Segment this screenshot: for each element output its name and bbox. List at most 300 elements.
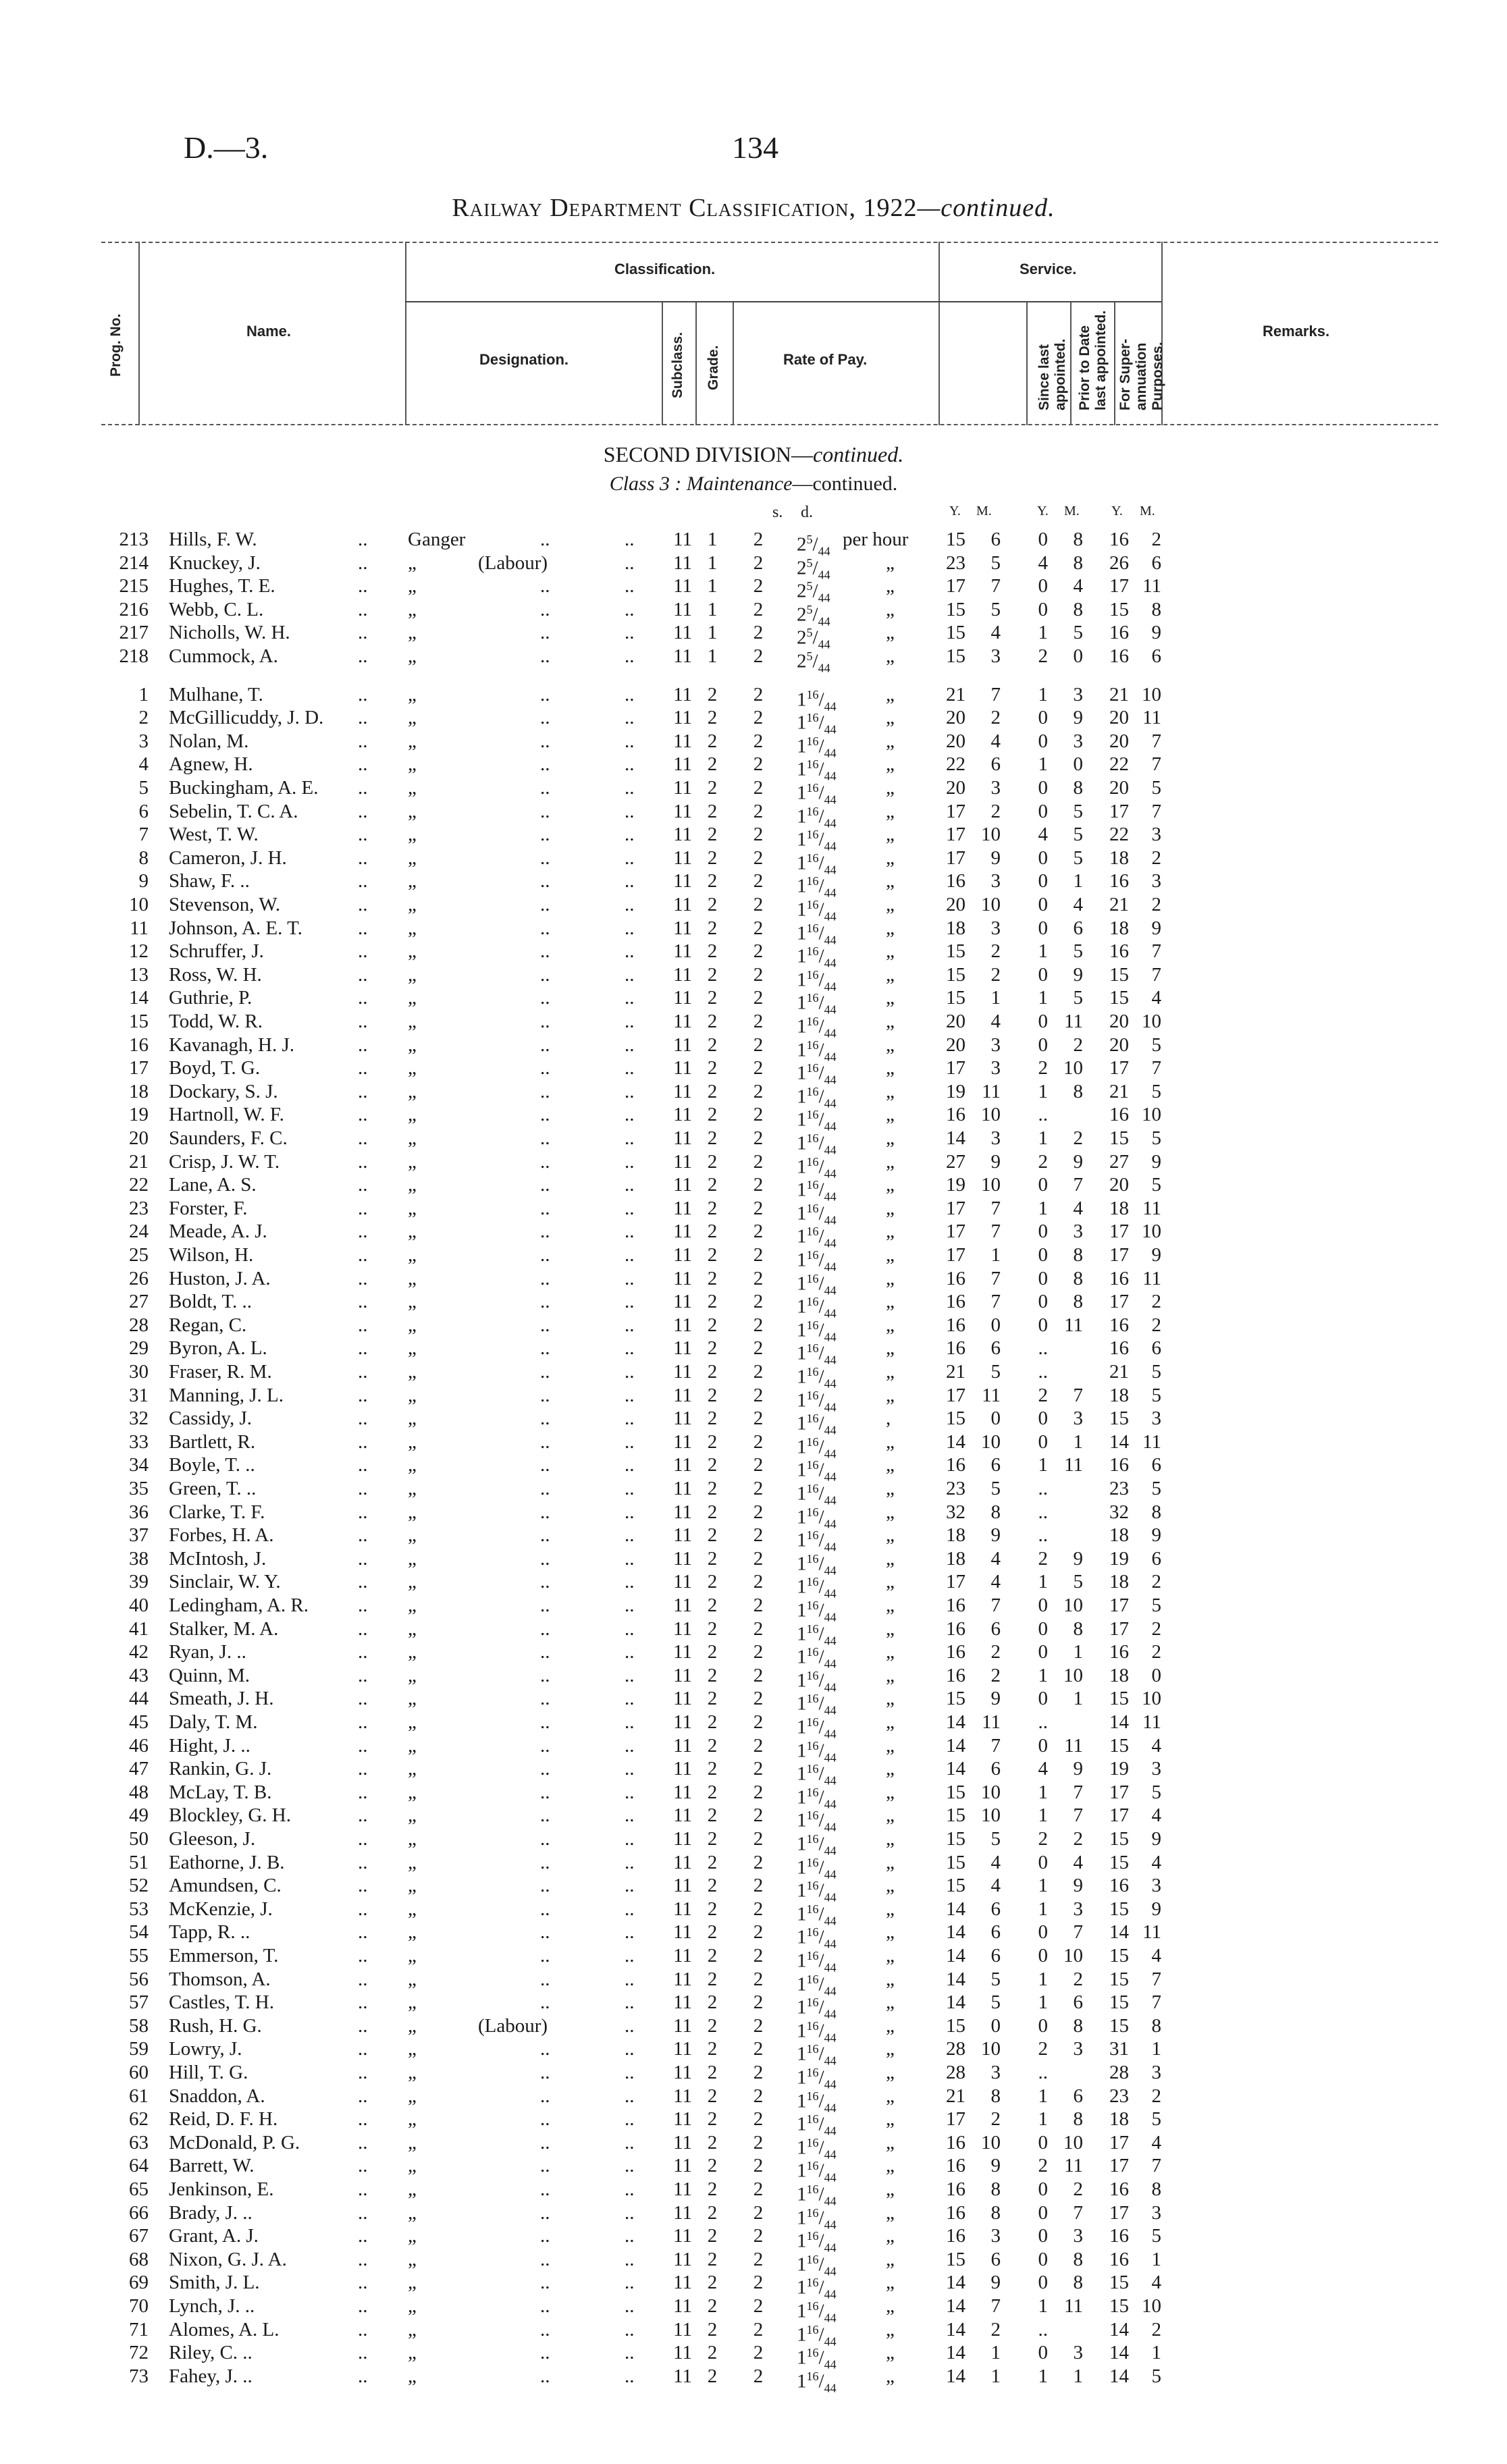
rate-of-pay: $1^{16}/_{44}$ <box>797 1972 837 1998</box>
prog-no: 215 <box>119 575 149 597</box>
designation: „ <box>408 1384 417 1406</box>
class-number: 2 <box>707 1127 718 1149</box>
grade: 2 <box>753 1524 764 1547</box>
super-years: 15 <box>1109 987 1129 1009</box>
employee-name: Alomes, A. L. <box>169 2318 280 2340</box>
employee-name: Cummock, A. <box>169 645 278 667</box>
subclass: 11 <box>673 1688 692 1710</box>
since-months: 6 <box>990 2248 1001 2270</box>
since-months: 3 <box>990 1034 1001 1056</box>
leader-dots: .. <box>540 1174 550 1196</box>
subclass: 11 <box>673 2085 692 2107</box>
designation: „ <box>408 2201 417 2224</box>
since-years: 22 <box>946 753 966 776</box>
leader-dots: .. <box>625 1898 635 1920</box>
prior-years: 0 <box>1038 1034 1048 1056</box>
grade: 2 <box>753 1945 764 1966</box>
leader-dots: .. <box>540 1617 550 1640</box>
prior-months: 9 <box>1073 963 1083 986</box>
leader-dots: .. <box>358 1524 368 1547</box>
section-division: SECOND DIVISION— <box>603 442 814 466</box>
since-months: 7 <box>990 1267 1001 1289</box>
class-number: 2 <box>707 940 718 963</box>
leader-dots: .. <box>540 1688 550 1710</box>
leader-dots: .. <box>625 1384 635 1406</box>
super-years: 15 <box>1109 1408 1129 1430</box>
class-heading <box>0 473 1507 496</box>
grade: 2 <box>753 1454 764 1476</box>
leader-dots: .. <box>540 2131 550 2153</box>
leader-dots: .. <box>540 2365 550 2387</box>
prior-years: 1 <box>1038 1968 1048 1990</box>
designation: „ <box>408 1267 417 1289</box>
since-months: 0 <box>990 1408 1001 1430</box>
super-years: 15 <box>1109 963 1129 986</box>
subclass: 11 <box>673 2108 692 2131</box>
class-number: 2 <box>707 2225 718 2247</box>
designation: „ <box>408 1851 417 1873</box>
leader-dots: .. <box>625 1851 635 1873</box>
class-number: 2 <box>707 1384 718 1406</box>
rate-unit-ditto: „ <box>886 1758 895 1780</box>
divider <box>1026 302 1028 425</box>
rate-pence: 1 <box>797 2020 807 2042</box>
prior-years: 2 <box>1038 1057 1048 1079</box>
super-months: 11 <box>1142 1921 1161 1944</box>
leader-dots: .. <box>540 575 550 597</box>
prior-months: 9 <box>1073 1758 1083 1780</box>
grade: 2 <box>753 1875 764 1897</box>
leader-dots: .. <box>358 777 368 799</box>
rate-pence: 1 <box>797 1249 807 1271</box>
class-number: 2 <box>707 1828 718 1850</box>
rate-pence: 1 <box>797 2090 807 2112</box>
leader-dots: .. <box>540 1291 550 1313</box>
rate-of-pay: $1^{16}/_{44}$ <box>797 1902 837 1928</box>
class-number: 2 <box>707 1641 718 1663</box>
subclass: 11 <box>673 1150 692 1173</box>
grade: 2 <box>753 894 764 915</box>
designation: „ <box>408 622 417 644</box>
super-months: 5 <box>1151 1384 1161 1406</box>
prior-years: .. <box>1038 1104 1048 1126</box>
super-months: 2 <box>1151 894 1161 915</box>
designation: „ <box>408 847 417 869</box>
table-row <box>0 1056 1507 1087</box>
super-years: 14 <box>1109 2365 1129 2387</box>
rate-of-pay: $1^{16}/_{44}$ <box>797 2066 837 2091</box>
since-years: 14 <box>946 1991 966 2014</box>
super-months: 8 <box>1151 598 1161 620</box>
leader-dots: .. <box>540 1804 550 1827</box>
table-row <box>0 1501 1507 1531</box>
subclass: 11 <box>673 1524 692 1547</box>
employee-name: Quinn, M. <box>169 1664 250 1686</box>
super-months: 8 <box>1151 2178 1161 2200</box>
rate-of-pay: $1^{16}/_{44}$ <box>797 1458 837 1484</box>
employee-name: Castles, T. H. <box>169 1991 275 2014</box>
designation: „ <box>408 1337 417 1360</box>
prior-years: 0 <box>1038 2201 1048 2224</box>
since-years: 16 <box>946 870 966 892</box>
grade: 2 <box>753 552 764 574</box>
prior-months: 3 <box>1073 2038 1083 2060</box>
since-months: 9 <box>990 1150 1001 1173</box>
class-number: 1 <box>707 645 718 667</box>
prior-years: 2 <box>1038 1828 1048 1850</box>
class-number: 1 <box>707 529 718 550</box>
subclass: 11 <box>673 2318 692 2340</box>
grade: 2 <box>753 1968 764 1990</box>
class-number: 2 <box>707 1291 718 1313</box>
super-months: 9 <box>1151 1244 1161 1266</box>
prog-no: 51 <box>129 1851 149 1873</box>
leader-dots: .. <box>540 1641 550 1663</box>
class-number: 2 <box>707 1478 718 1499</box>
rate-unit-ditto: „ <box>886 2201 895 2224</box>
table-row <box>0 621 1507 651</box>
super-months: 11 <box>1142 1430 1161 1453</box>
divider <box>1070 302 1072 425</box>
rate-unit-ditto: „ <box>886 870 895 892</box>
prog-no: 9 <box>138 870 149 892</box>
leader-dots: .. <box>358 1454 368 1476</box>
prior-years: 0 <box>1038 707 1048 729</box>
leader-dots: .. <box>540 1454 550 1476</box>
prior-months: 8 <box>1073 1267 1083 1289</box>
prior-years: 0 <box>1038 1174 1048 1196</box>
super-months: 10 <box>1142 1688 1161 1710</box>
since-months: 9 <box>990 1688 1001 1710</box>
leader-dots: .. <box>540 1478 550 1499</box>
super-years: 18 <box>1109 1197 1129 1219</box>
subclass: 11 <box>673 1945 692 1966</box>
leader-dots: .. <box>358 2085 368 2107</box>
since-years: 15 <box>946 1688 966 1710</box>
rate-unit-ditto: „ <box>886 552 895 574</box>
leader-dots: .. <box>358 598 368 620</box>
rate-of-pay: $1^{16}/_{44}$ <box>797 1738 837 1765</box>
rate-of-pay: $1^{16}/_{44}$ <box>797 2182 837 2208</box>
since-months: 11 <box>982 1080 1001 1102</box>
since-months: 3 <box>990 917 1001 939</box>
class-number: 2 <box>707 1595 718 1616</box>
class-number: 2 <box>707 1524 718 1547</box>
prior-years: 0 <box>1038 2014 1048 2037</box>
employee-name: Gleeson, J. <box>169 1828 256 1850</box>
leader-dots: .. <box>358 1945 368 1966</box>
rate-pence: 1 <box>797 1039 807 1061</box>
prior-months: 9 <box>1073 1547 1083 1570</box>
rate-pence: 1 <box>797 1669 807 1692</box>
table-row <box>0 2295 1507 2325</box>
leader-dots: .. <box>540 529 550 550</box>
rate-of-pay: $2^5/_{44}$ <box>797 533 830 558</box>
leader-dots: .. <box>625 894 635 915</box>
rate-of-pay: $2^5/_{44}$ <box>797 579 830 605</box>
class-number: 2 <box>707 1898 718 1920</box>
prior-months: 3 <box>1073 1898 1083 1920</box>
class-number: 2 <box>707 1034 718 1056</box>
grade: 2 <box>753 622 764 644</box>
rate-unit-ditto: „ <box>886 777 895 799</box>
super-months: 3 <box>1151 1758 1161 1780</box>
prog-no: 38 <box>129 1547 149 1570</box>
super-years: 14 <box>1109 1430 1129 1453</box>
designation: „ <box>408 753 417 776</box>
grade: 2 <box>753 1384 764 1406</box>
employee-name: Lane, A. S. <box>169 1174 257 1196</box>
leader-dots: .. <box>358 1244 368 1266</box>
prior-years: 0 <box>1038 963 1048 986</box>
prog-no: 65 <box>129 2178 149 2200</box>
leader-dots: .. <box>358 1361 368 1383</box>
super-months: 4 <box>1151 1734 1161 1757</box>
employee-name: Fraser, R. M. <box>169 1361 272 1383</box>
employee-name: Guthrie, P. <box>169 987 253 1009</box>
prior-years: 0 <box>1038 1945 1048 1966</box>
rate-of-pay: $1^{16}/_{44}$ <box>797 2042 837 2068</box>
table-row <box>0 1757 1507 1788</box>
subclass: 11 <box>673 870 692 892</box>
document-code: D.—3. <box>184 130 269 165</box>
prior-months: 5 <box>1073 987 1083 1009</box>
super-months: 4 <box>1151 2131 1161 2153</box>
super-months: 4 <box>1151 1851 1161 1873</box>
leader-dots: .. <box>540 1057 550 1079</box>
rate-pence: 1 <box>797 2230 807 2252</box>
employee-name: Cassidy, J. <box>169 1408 252 1430</box>
class-number: 2 <box>707 800 718 822</box>
table-row <box>0 2131 1507 2162</box>
employee-name: Stalker, M. A. <box>169 1617 279 1640</box>
grade: 2 <box>753 2272 764 2294</box>
rate-of-pay: $1^{16}/_{44}$ <box>797 1692 837 1717</box>
section-division-suffix: continued. <box>813 442 904 466</box>
prior-years: 0 <box>1038 2178 1048 2200</box>
since-months: 10 <box>981 894 1001 915</box>
leader-dots: .. <box>358 940 368 963</box>
rate-unit-ditto: „ <box>886 1430 895 1453</box>
since-months: 8 <box>990 2201 1001 2224</box>
rate-unit-ditto: „ <box>886 1034 895 1056</box>
super-months: 8 <box>1151 1501 1161 1523</box>
leader-dots: .. <box>358 707 368 729</box>
rate-of-pay: $1^{16}/_{44}$ <box>797 1855 837 1881</box>
class-name: Maintenance <box>686 473 793 495</box>
since-months: 2 <box>990 1664 1001 1686</box>
super-years: 16 <box>1109 1337 1129 1360</box>
designation: „ <box>408 730 417 752</box>
subclass: 11 <box>673 1361 692 1383</box>
class-number: 2 <box>707 2201 718 2224</box>
class-number: 2 <box>707 1851 718 1873</box>
leader-dots: .. <box>540 1781 550 1803</box>
rate-of-pay: $1^{16}/_{44}$ <box>797 804 837 830</box>
rate-pence: 1 <box>797 2207 807 2229</box>
rate-of-pay: $1^{16}/_{44}$ <box>797 687 837 714</box>
prog-no: 56 <box>129 1968 149 1990</box>
rate-pence: 2 <box>797 557 807 579</box>
leader-dots: .. <box>625 1501 635 1523</box>
since-years: 20 <box>946 707 966 729</box>
rate-unit-ditto: „ <box>886 2342 895 2364</box>
leader-dots: .. <box>540 1571 550 1593</box>
super-years: 15 <box>1109 598 1129 620</box>
grade: 2 <box>753 1291 764 1313</box>
super-months: 7 <box>1151 1057 1161 1079</box>
prior-years: 0 <box>1038 847 1048 869</box>
subclass: 11 <box>673 753 692 776</box>
rate-pence: 1 <box>797 1156 807 1178</box>
subclass: 11 <box>673 1501 692 1523</box>
leader-dots: .. <box>540 1524 550 1547</box>
super-years: 19 <box>1109 1547 1129 1570</box>
prog-no: 53 <box>129 1898 149 1920</box>
prog-no: 22 <box>129 1174 149 1196</box>
subclass: 11 <box>673 1291 692 1313</box>
rate-of-pay: $1^{16}/_{44}$ <box>797 2322 837 2349</box>
subclass: 11 <box>673 1804 692 1827</box>
prog-no: 7 <box>138 824 149 846</box>
prior-years: .. <box>1038 1501 1048 1523</box>
rate-pence: 1 <box>797 945 807 967</box>
leader-dots: .. <box>540 1408 550 1430</box>
rate-of-pay: $1^{16}/_{44}$ <box>797 967 837 994</box>
employee-name: Nixon, G. J. A. <box>169 2248 287 2270</box>
leader-dots: .. <box>358 1057 368 1079</box>
subclass: 11 <box>673 683 692 705</box>
designation: „ <box>408 2108 417 2131</box>
rate-pence: 1 <box>797 1202 807 1225</box>
leader-dots: .. <box>540 1945 550 1966</box>
prog-no: 17 <box>129 1057 149 1079</box>
prior-years: 0 <box>1038 917 1048 939</box>
table-row <box>0 1640 1507 1671</box>
class-number: 2 <box>707 1174 718 1196</box>
leader-dots: .. <box>540 1337 550 1360</box>
rate-pence: 1 <box>797 1273 807 1295</box>
subclass: 11 <box>673 622 692 644</box>
rate-of-pay: $1^{16}/_{44}$ <box>797 921 837 947</box>
leader-dots: .. <box>625 730 635 752</box>
since-months: 5 <box>990 1478 1001 1499</box>
employee-name: Boyle, T. .. <box>169 1454 255 1476</box>
prog-no: 72 <box>129 2342 149 2364</box>
table-row <box>0 1711 1507 1741</box>
super-years: 16 <box>1109 622 1129 644</box>
grade: 2 <box>753 1617 764 1640</box>
since-months: 2 <box>990 2108 1001 2131</box>
rate-pence: 1 <box>797 2253 807 2276</box>
designation: „ <box>408 2155 417 2177</box>
leader-dots: .. <box>358 2248 368 2270</box>
since-months: 6 <box>990 1454 1001 1476</box>
super-years: 15 <box>1109 1127 1129 1149</box>
subclass: 11 <box>673 1991 692 2014</box>
rate-pence: 1 <box>797 1109 807 1131</box>
since-months: 8 <box>990 2178 1001 2200</box>
prior-years: 1 <box>1038 987 1048 1009</box>
grade: 2 <box>753 1034 764 1056</box>
rate-unit-ditto: „ <box>886 2272 895 2294</box>
super-months: 10 <box>1142 1221 1161 1243</box>
table-row <box>0 1127 1507 1157</box>
class-number: 2 <box>707 1734 718 1757</box>
employee-name: Barrett, W. <box>169 2155 255 2177</box>
employee-name: Boyd, T. G. <box>169 1057 261 1079</box>
prior-years: .. <box>1038 1711 1048 1733</box>
super-months: 1 <box>1151 2248 1161 2270</box>
super-months: 5 <box>1151 1595 1161 1616</box>
class-number: 2 <box>707 1011 718 1032</box>
prog-no: 24 <box>129 1221 149 1243</box>
since-years: 16 <box>946 1291 966 1313</box>
designation: „ <box>408 1244 417 1266</box>
leader-dots: .. <box>625 2038 635 2060</box>
class-number: 2 <box>707 1267 718 1289</box>
prog-no: 26 <box>129 1267 149 1289</box>
employee-name: McLay, T. B. <box>169 1781 272 1803</box>
since-years: 21 <box>946 1361 966 1383</box>
rate-pence: 1 <box>797 1295 807 1318</box>
since-months: 10 <box>981 1104 1001 1126</box>
prior-years: 2 <box>1038 1384 1048 1406</box>
prog-no: 62 <box>129 2108 149 2131</box>
super-years: 16 <box>1109 1875 1129 1897</box>
super-months: 1 <box>1151 2038 1161 2060</box>
since-months: 3 <box>990 870 1001 892</box>
class-number: 2 <box>707 753 718 776</box>
grade: 2 <box>753 2342 764 2364</box>
leader-dots: .. <box>540 1734 550 1757</box>
prior-years: 0 <box>1038 1314 1048 1336</box>
designation: „ <box>408 1595 417 1616</box>
header-prior-to: Prior to Date last appointed. <box>1077 310 1109 410</box>
prog-no: 36 <box>129 1501 149 1523</box>
leader-dots: .. <box>358 2014 368 2037</box>
subclass: 11 <box>673 1781 692 1803</box>
super-months: 3 <box>1151 2201 1161 2224</box>
prior-months: 11 <box>1064 1734 1083 1757</box>
super-years: 26 <box>1109 552 1129 574</box>
rate-of-pay: $1^{16}/_{44}$ <box>797 1599 837 1624</box>
grade: 2 <box>753 847 764 869</box>
designation: „ <box>408 1011 417 1032</box>
prog-no: 10 <box>129 894 149 915</box>
subclass: 11 <box>673 2342 692 2364</box>
rate-of-pay: $1^{16}/_{44}$ <box>797 1318 837 1344</box>
class-number: 1 <box>707 575 718 597</box>
prog-no: 20 <box>129 1127 149 1149</box>
leader-dots: .. <box>358 1291 368 1313</box>
table-row <box>0 1407 1507 1437</box>
leader-dots: .. <box>358 753 368 776</box>
prior-years: 1 <box>1038 622 1048 644</box>
table-row <box>0 1827 1507 1858</box>
rate-pence: 1 <box>797 2066 807 2089</box>
since-months: 7 <box>990 575 1001 597</box>
table-row <box>0 1430 1507 1461</box>
super-months: 5 <box>1151 2108 1161 2131</box>
prog-no: 40 <box>129 1595 149 1616</box>
rate-unit-ditto: „ <box>886 2014 895 2037</box>
designation: „ <box>408 1898 417 1920</box>
leader-dots: .. <box>540 963 550 986</box>
rate-pence: 1 <box>797 2277 807 2299</box>
rate-unit-ditto: „ <box>886 1011 895 1032</box>
prior-years: 0 <box>1038 2225 1048 2247</box>
